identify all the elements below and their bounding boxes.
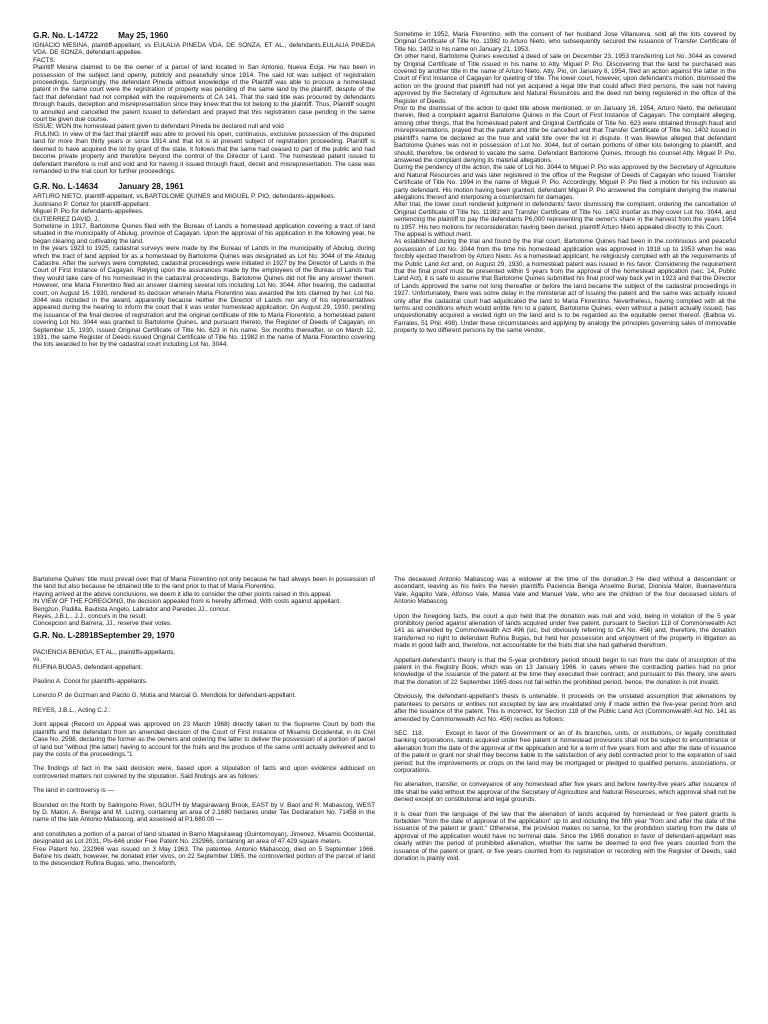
case-heading [33,182,375,192]
case-heading: G.R. No. L-28918September 29, 1970 [33,630,175,640]
versus-label: vs. [33,656,42,664]
facts-paragraph: Plaintiff Mesina claimed to be the owner of a parcel of land located in San Antonio, Nueva Ecija. He has been in possession of the subject land openly, publicly and peacefully since 1914. The said lot was subject of registration proceedings. Surprisingly, the defendant Pineda without knowledge of the Plaintiff was able to procure a homestead patent in the same court were the registration of property was pending of the same land by the plaintiff, despite of the fact that defendant had not complied with the requirements of CA 141. That the said title was procured by defendants through frauds, deception and misrepresentation since they knew that the lot belong to the plaintiff. Thus, Plaintiff sought to annulled and cancelled the patent issued to defendant and prayed that this registration case pending in the same court be given due course. [33,64,375,124]
case-parties: ARTURO NIETO, plaintiff-appellant, vs.BARTOLOME QUINES and MIGUEL P. PIO, defendants-appellees. [33,193,336,201]
column-top-right [394,31,736,335]
body-paragraph: After trial, the lower court rendered judgment in defendants' favor dismissing the complaint, ordering the cancellation of Original Certificate of Title No. 11982 and Transfer Certificate of Title No. 1402 insofar as they cover Lot No. 3044, and sentencing the plaintiff to pay the defendants P6,000 representing the owner's share in the harvest from the years 1954 to 1957. His two motions for reconsideration having been denied, plaintiff Arturo Nieto appealed directly to this Court. [394,201,736,231]
concurrence-line: Bengzon, Padilla, Bautista Angelo, Labrador and Paredes JJ., concur. [33,605,231,613]
ruling-paragraph: .RULING: In view of the fact that plaintiff was able to proved his open, continuous, exclusive possession of the disputed land for more than thirty years or since 1914 and that lot is at present subject of registration proceeding. Plaintiff is deemed to have acquired the lot by grant of the state, it follows that the same had ceased to part of the public and had become private property and therefore beyond the control of the Director of Land. The homestead patent issued to defendant therefore is null and void and for having it issued through fraud, deceit and misrepresentation. The case was remanded to the trial court for further proceedings. [33,130,375,175]
body-paragraph: The findings of fact in the said decision were, based upon a stipulation of facts and upon evidence adduced on controverted matters not covered by the stipulation. Said findings are as follows: [33,765,375,780]
column-top-left [33,31,375,349]
body-paragraph: Upon the foregoing facts, the court a quo held that the donation was null and void, being in violation of the 5 year prohibitory period against alienation of lands acquired under free patent, pursuant to Section 118 of Commonwealth Act 141 as amended by Commonwealth Act 496 (sic, but obviously referring to CA No. 456) and, therefore, the donation transferred no right to defendant Rufina Bugas, but held her possession and enjoyment of the property in litigation as made in good faith and, therefore, not accountable for the fruits that she had gathered therefrom. [394,612,736,650]
section-text: Except in favor of the Government or an of its branches, units, or institutions, or legally constituted banking corporations, lands acquired under free patent or homestead provisions shall not be subject to encumbrance or alienation from the date of the approval of the application and for a term of five years from and after the date of issuance of the patent or grant nor shall they become liable to the satisfaction of any debt contracted prior to the expiration of said period; but the improvements or crops on the land may be mortgaged or pledged to qualified persons, associations, or corporations. [394,729,736,774]
body-paragraph: Having arrived at the above conclusions, we deem it idle to consider the other points raised in this appeal. [33,590,332,598]
case-parties: IGNACIO MESINA, plaintiff-appellant, vs EULALIA PINEDA VDA. DE SONZA, ET AL., defendants.EULALIA PINEDA VDA. DE SONZA, defendant-appellee. [33,42,375,57]
body-paragraph: Sometime in 1952, Maria Florentino, with the consent of her husband Jose Villanueva, sold all the lots covered by Original Certificate of Title No. 11982 to Arturo Nieto, who subsequently secured the issuance of Transfer Certificate of Title No. 1402 in his name on January 21, 1953. [394,31,736,53]
body-paragraph: Bounded on the North by Salimpono River, SOUTH by Magsirawang Brook, EAST by V. Baol and R. Mabascog, WEST by D. Malon, A. Beniga and M. Luzing, containing an area of 2.1680 hectares under Tax Declaration No. 71458 in the name of the late Antonio Mabascog, and assessed at P1,680.00 — [33,801,375,824]
counsel-line: Justiniano P. Cortez for plaintiff-appellant. [33,200,151,208]
body-paragraph: During the pendency of the action, the sale of Lot No. 3044 to Miguel P. Pio was approved by the Secretary of Agriculture and Natural Resources and was later registered in the office of the Register of Deeds of Cagayan who issued Transfer Certificate of Title No. 1994 in the name of Miguel P. Pio. Accordingly, Miguel P. Pio filed a motion for his inclusion as party defendant. His motion having been granted, defendant Miguel P. Pio answered the complaint denying the material allegations thereof and interposing a counterclaim for damages. [394,164,736,201]
concurrence-line: Reyes, J.B.L., J.J., concurs in the result. [33,613,148,621]
section-label: SEC. 118. [394,729,424,737]
body-paragraph: Appellant-defendant's theory is that the 5-year prohibitory period should begin to run from the date of inscription of the patent in the Registry Book, which was on 13 January 1966. In cases where the contracting parties had no prior knowledge of the issuance of the patent at the time they executed their contract; and pursuant to this theory, she avers that the donation of 22 September 1965 does not fall within the prohibited period, hence, the donation is not invalid. [394,656,736,686]
disposition-paragraph: IN VIEW OF THE FOREGOING, the decision appealed from is hereby affirmed. With costs against appellant. [33,598,342,606]
issue-paragraph: ISSUE: WON the homestead patent given to defendant Pineda be declared null and void [33,123,284,131]
case-heading [33,31,375,41]
judge-line: REYES, J.B.L., Acting C.J.: [33,706,111,714]
body-paragraph: Sometime in 1917, Bartolome Quines filed with the Bureau of Lands a homestead application covering a tract of land situated in the municipality of Abulug, province of Cagayan. Upon the approval of his application in the following year, he began clearing and cultivating the land. [33,222,375,245]
case-number: G.R. No. L-14722 [33,31,99,40]
case-date: May 25, 1960 [118,31,169,40]
body-paragraph: No alienation, transfer, or conveyance of any homestead after five years and before twenty-five years after issuance of title shall be valid without the approval of the Secretary of Agriculture and Natural Resources, which approval shall not be denied except on constitutional and legal grounds. [394,781,736,804]
body-paragraph: and constitutes a portion of a parcel of land situated in Barrio Magsirawag (Guintomoyan), Jimenez, Misamis Occidental, designated as Lot 2031, Pls-646 under Free Patent No. 232966, containing an area of 47.429 square meters. [33,830,375,846]
case-parties: PACIENCIA BENIGA, ET AL., plaintiffs-appellants, [33,648,176,656]
counsel-line: Paulino A. Conol for plaintiffs-appellants. [33,678,148,686]
facts-label: FACTS: [33,56,56,64]
body-paragraph: As established during the trial and found by the trial court, Bartolome Quines had been in the continuous and peaceful possession of Lot No. 3044 from the time his homestead application was approved in 1918 up to 1953 when he was forcibly ejected therefrom by Arturo Nieto. As a homestead applicant, he religiously complied with all the requirements of the Public Land Act and, on August 29, 1930, a homestead patent was issued in his favor. Considering the requirement that the final proof must be presented within 5 years from the approval of the homestead application (sec. 14, Public Land Act), it is safe to assume that Bartolome Quines submitted his final proof way back yet in 1923 and that the Director of Lands approved the same not long thereafter or before the land became the subject of the cadastral proceedings in 1927. Unfortunately, there was some delay in the ministerial act of issuing the patent and the same was actually issued only after the cadastral court had adjudicated the land to Maria Florentino. Nevertheless, having complied with all the terms and conditions which would entitle him to a patent, Bartolome Quines, even without a patent actually issued, has unquestionably acquired a vested right on the land and is to be regarded as the equitable owner thereof. (Balboa vs. Farrales, 51 Phil. 498). Under these circumstances and applying by analogy the principles governing sales of immovable property to two different persons by the same vendor, [394,238,736,335]
case-date: January 28, 1961 [118,182,184,192]
body-paragraph: The appeal is without merit. [394,230,473,238]
counsel-line: Miguel P. Pio for defendants-appellees. [33,208,144,216]
body-paragraph: Joint appeal (Record on Appeal was approved on 23 March 1968) directly taken to the Supreme Court by both the plaintiffs and the defendant from an amended decision of the Court of First Instance of Misamis Occidental, in its Civil Case No. 2598, declaring the former as the owners and ordering the latter to deliver the possession of a portion of parcel of land but "without (the latter) having to account for the fruits and the produce of the same until actually delivered and to pay the costs of the proceedings."1 [33,721,375,758]
body-paragraph: The land in controversy is — [33,787,114,795]
statute-section [394,730,736,774]
judge-line: GUTIERREZ DAVID, J.: [33,215,102,223]
body-paragraph: The deceased Antonio Mabascog was a widower at the time of the donation.3 He died without a descendant or ascendant, leaving as his heirs the herein plaintiffs Paciencia Beniga Anselmo Burlat, Dionisia Malon, Buenaventura Vale, Agapito Vale, Alfonso Vale, Matea Vale and Manuel Vale, who are the children of the four deceased sisters of Antonio Mabascog. [394,576,736,606]
column-bottom-left [33,576,375,1024]
body-paragraph: It is clear from the language of the law that the alienation of lands acquired by homestead or free patent grants is forbidden "from the date of approval of the application" up to and including the fifth year "from and after the date of the issuance of the patent or grant." Otherwise, the provision makes no sense, for the prohibition starting from the date of approval of the application would have no terminal date. Since the 1965 donation in favor of defendant-appellant was clearly within the period of prohibited alienation, whether the same be deemed to end five years counted from the issuance of the patent or grant, or five years counted from its registration or recording with the Register of Deeds, said donation is plainly void. [394,810,736,862]
counsel-line: Lorenzo P. de Guzman and Pacito G. Mutia and Marcial G. Mendiola for defendant-appellant. [33,692,297,700]
case-number: G.R. No. L-14634 [33,182,99,192]
body-paragraph: In the years 1923 to 1925, cadastral surveys were made by the Bureau of Lands in the municipality of Abulug, during which the tract of land applied for as a homestead by Bartolome Quines was designated as Lot No. 3044 of the Abulug Cadastre. After the surveys were completed, cadastral proceedings were initiated in 1927 by the Director of Lands in the Court of First Instance of Cagayan. Relying upon the assurances made by the employees of the Bureau of Lands that they would take care of his homestead in the cadastral proceedings, Bartolome Quines did not file any answer therein. However, one Maria Florentino filed an answer claiming several lots including Lot No. 3044. After hearing, the cadastral court, on August 16. 1930, rendered its decision wherein Maria Florentino was awarded the lots claimed by her. Lot No. 3044 was included in the award, apparently because neither the Director of Lands nor any of his representatives appeared during the hearing to inform the court that it was under homestead application. On August 29, 1930, pending the issuance of the final decree of registration and the original certificate of title to Maria Florentino, a homestead patent covering Lot No. 3044 was granted to Bartolome Quines, and pursuant thereto, the Register of Deeds of Cagayan, on September 15, 1930, issued Original Certificate of Title No. 623 in his name. Six months thereafter, or on March 12, 1931, the same Register of Deeds issued Original Certificate of Title No. 11982 in the name of Maria Florentino covering the lots awarded to her by the cadastral court including Lot No. 3044. [33,245,375,349]
body-paragraph: Free Patent No. 232966 was issued on 3 May 1963. The patentee, Antonio Mabascog, died on 5 September 1966. Before his death, however, he donated inter vivos, on 22 September 1965, the controverted portion of the parcel of land to the descendant Rufina Bugas, who, thenceforth, [33,845,375,868]
concurrence-line: Concepcion and Barrera, JJ., reserve their votes. [33,620,172,628]
body-paragraph: Bartolome Quines' title must prevail over that of Maria Florentino not only because he had always been in possession of the land but also because he obtained title to the land prior to that of Maria Florentino. [33,576,375,591]
body-paragraph: On other hand, Bartolome Quines executed a deed of sale on December 23, 1953 transferring Lot No. 3044 as covered by Original Certificate of Title issued in his name to Atty. Miguel P. Pio. Discovering that the land he purchased was covered by another title in the name of Arturo Nieto, Atty. Pio, on January 8, 1954, filed an action against the latter in the Court of First Instance of Cagayan for quieting of title. The lower court, however, upon defendant's motion, dismissed the action on the ground that plaintiff had not yet acquired a legal title that could affect third persons, the sale not having approved by the Secretary of Agriculture and Natural Resources and the deed not being registered in the office of the Register of Deeds. [394,53,736,105]
body-paragraph: Obviously, the defendant-appellant's thesis is untenable. It proceeds on the unstated assumption that alienations by patentees to persons or entities not excepted by law are invalidated only if made within the five-year period from and after the issuance of the patent. This is incorrect, for Section 118 of the Public Land Act (Commonwealth Act No. 141 as amended by Commonwealth Act No. 456) recites as follows: [394,693,736,723]
case-parties: RUFINA BUGAS, defendant-appellant. [33,663,143,671]
column-bottom-right [394,576,736,1024]
body-paragraph: Prior to the dismissal of the action to quiet title above mentioned, or on January 16, 1954, Arturo Nieto, the defendant therein, filed a complaint against Bartolome Quines in the Court of First Instance of Cagayan. The complaint alleging, among other things, that the homestead patent and Original Certificate of Title No. 623 were obtained through fraud and misrepresentations, prayed that the patent and title be cancelled and that Transfer Certificate of Title No. 1402 issued in plaintiff's name be declared as the true and valid title over the lot in dispute. It was likewise alleged that defendant Bartolome Quines was not in possession of Lot No. 3044, but of certain portions of other lots belonging to plaintiff, and should, therefore, be ordered to vacate the same. Defendant Bartolome Quines, through his counsel Atty. Miguel P. Pio, answered the complaint denying its material allegations. [394,105,736,164]
